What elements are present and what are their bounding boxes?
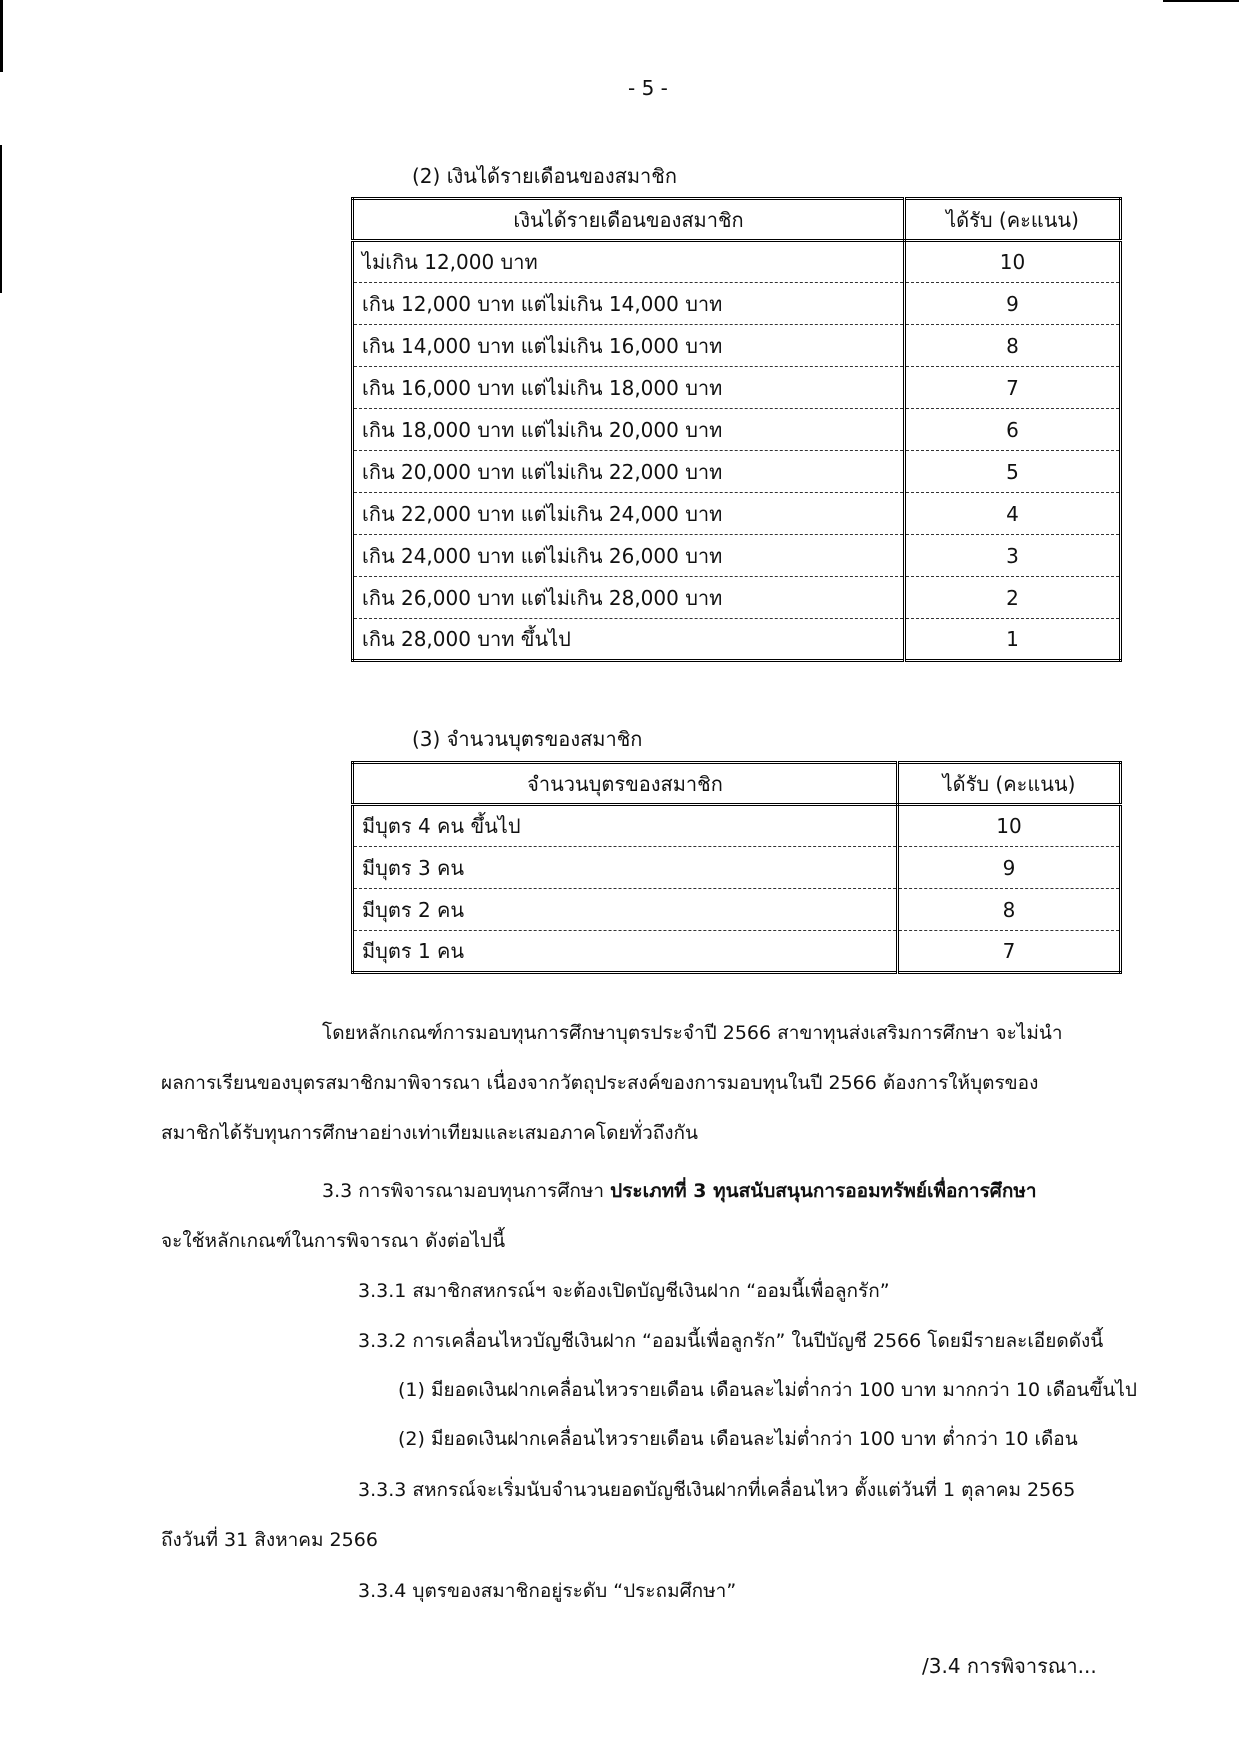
table-row — [353, 241, 1121, 283]
continuation-note: /3.4 การพิจารณา... — [922, 1654, 1097, 1678]
row-score: 7 — [905, 367, 1121, 409]
row-score: 10 — [898, 805, 1121, 847]
table-row — [353, 577, 1121, 619]
scan-edge-mark — [0, 145, 2, 293]
row-score: 5 — [905, 451, 1121, 493]
row-score: 6 — [905, 409, 1121, 451]
row-label: มีบุตร 2 คน — [353, 889, 898, 931]
row-label: มีบุตร 3 คน — [353, 847, 898, 889]
row-label: เกิน 14,000 บาท แต่ไม่เกิน 16,000 บาท — [353, 325, 905, 367]
row-label: ไม่เกิน 12,000 บาท — [353, 241, 905, 283]
table-header-row — [353, 199, 1121, 241]
row-score: 9 — [898, 847, 1121, 889]
row-label: เกิน 26,000 บาท แต่ไม่เกิน 28,000 บาท — [353, 577, 905, 619]
income-header-score: ได้รับ (คะแนน) — [905, 199, 1121, 241]
row-score: 4 — [905, 493, 1121, 535]
row-label: มีบุตร 4 คน ขึ้นไป — [353, 805, 898, 847]
row-label: เกิน 16,000 บาท แต่ไม่เกิน 18,000 บาท — [353, 367, 905, 409]
row-score: 1 — [1006, 627, 1019, 651]
table-row — [353, 451, 1121, 493]
table-row — [353, 619, 1121, 661]
section-3-3-bold: ประเภทที่ 3 ทุนสนับสนุนการออมทรัพย์เพื่อการศึกษา — [610, 1180, 1037, 1202]
table-header-row — [353, 763, 1121, 805]
scan-edge-mark — [0, 0, 3, 72]
item-3-3-2: 3.3.2 การเคลื่อนไหวบัญชีเงินฝาก “ออมนี้เพื่อลูกรัก” ในปีบัญชี 2566 โดยมีรายละเอียดดังนี้ — [358, 1330, 1104, 1352]
table-row — [353, 493, 1121, 535]
children-caption: (3) จำนวนบุตรของสมาชิก — [412, 727, 643, 751]
paragraph-line: จะใช้หลักเกณฑ์ในการพิจารณา ดังต่อไปนี้ — [161, 1230, 506, 1252]
income-table — [351, 197, 1122, 662]
row-label: มีบุตร 1 คน — [353, 931, 898, 973]
row-score: 7 — [1002, 939, 1016, 963]
table-row — [353, 847, 1121, 889]
item-3-3-2-2: (2) มียอดเงินฝากเคลื่อนไหวรายเดือน เดือนละไม่ต่ำกว่า 100 บาท ต่ำกว่า 10 เดือน — [398, 1428, 1078, 1450]
table-row — [353, 805, 1121, 847]
row-label: เกิน 22,000 บาท แต่ไม่เกิน 24,000 บาท — [353, 493, 905, 535]
children-table — [351, 761, 1122, 974]
paragraph-line: โดยหลักเกณฑ์การมอบทุนการศึกษาบุตรประจำปี 2566 สาขาทุนส่งเสริมการศึกษา จะไม่นำ — [322, 1022, 1063, 1044]
table-row — [353, 931, 1121, 973]
row-label: เกิน 28,000 บาท ขึ้นไป — [353, 619, 905, 661]
item-3-3-1: 3.3.1 สมาชิกสหกรณ์ฯ จะต้องเปิดบัญชีเงินฝาก “ออมนี้เพื่อลูกรัก” — [358, 1280, 890, 1302]
table-row — [353, 367, 1121, 409]
section-3-3-heading — [322, 1176, 1037, 1206]
row-score: 10 — [905, 241, 1121, 283]
page-number: - 5 - — [628, 76, 668, 100]
item-3-3-4: 3.3.4 บุตรของสมาชิกอยู่ระดับ “ประถมศึกษา” — [358, 1580, 737, 1602]
row-score: 3 — [905, 535, 1121, 577]
table-row — [353, 889, 1121, 931]
row-score: 9 — [905, 283, 1121, 325]
row-score: 8 — [898, 889, 1121, 931]
item-3-3-2-1: (1) มียอดเงินฝากเคลื่อนไหวรายเดือน เดือนละไม่ต่ำกว่า 100 บาท มากกว่า 10 เดือนขึ้นไป — [398, 1379, 1137, 1401]
income-header-label: เงินได้รายเดือนของสมาชิก — [353, 199, 905, 241]
table-row — [353, 409, 1121, 451]
paragraph-line: ถึงวันที่ 31 สิงหาคม 2566 — [161, 1529, 378, 1551]
children-header-score: ได้รับ (คะแนน) — [898, 763, 1121, 805]
table-row — [353, 283, 1121, 325]
row-label: เกิน 12,000 บาท แต่ไม่เกิน 14,000 บาท — [353, 283, 905, 325]
section-3-3-text: 3.3 การพิจารณามอบทุนการศึกษา — [322, 1180, 611, 1202]
row-label: เกิน 20,000 บาท แต่ไม่เกิน 22,000 บาท — [353, 451, 905, 493]
row-label: เกิน 18,000 บาท แต่ไม่เกิน 20,000 บาท — [353, 409, 905, 451]
row-score: 8 — [905, 325, 1121, 367]
scan-edge-mark — [1163, 0, 1239, 2]
paragraph-line: ผลการเรียนของบุตรสมาชิกมาพิจารณา เนื่องจากวัตถุประสงค์ของการมอบทุนในปี 2566 ต้องการให้บุตรของ — [161, 1072, 1039, 1094]
row-label: เกิน 24,000 บาท แต่ไม่เกิน 26,000 บาท — [353, 535, 905, 577]
item-3-3-3: 3.3.3 สหกรณ์จะเริ่มนับจำนวนยอดบัญชีเงินฝากที่เคลื่อนไหว ตั้งแต่วันที่ 1 ตุลาคม 2565 — [358, 1479, 1076, 1501]
row-score: 2 — [905, 577, 1121, 619]
income-caption: (2) เงินได้รายเดือนของสมาชิก — [412, 164, 677, 188]
table-row — [353, 325, 1121, 367]
children-header-label: จำนวนบุตรของสมาชิก — [353, 763, 898, 805]
table-row — [353, 535, 1121, 577]
paragraph-line: สมาชิกได้รับทุนการศึกษาอย่างเท่าเทียมและเสมอภาคโดยทั่วถึงกัน — [161, 1122, 699, 1144]
